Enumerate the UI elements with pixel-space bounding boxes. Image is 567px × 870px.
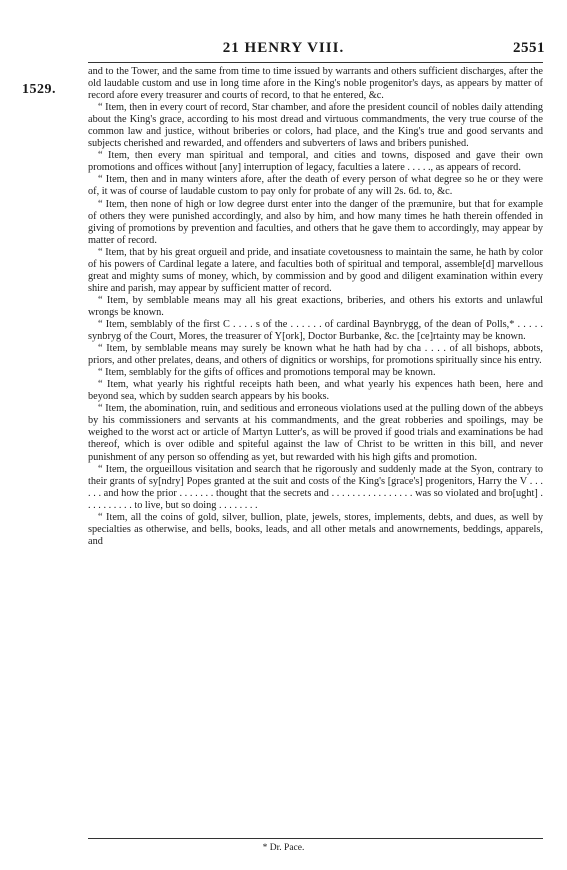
- paragraph: and to the Tower, and the same from time to time issued by warrants and others sufficient discharges, after the old laudable custom and use in long time afore in the King's noble progenitor's days, as appears by matter of record afore every treasurer and courts of record, to that he entered, &c.: [88, 66, 543, 102]
- running-title: 21 HENRY VIII.: [222, 40, 345, 56]
- page-number: 2551: [513, 40, 545, 56]
- paragraph: “ Item, by semblable means may all his great exactions, briberies, and others his extorts and unlawful wrongs be known.: [88, 294, 543, 318]
- paragraph: “ Item, semblably for the gifts of offices and promotions temporal may be known.: [98, 367, 436, 379]
- paragraph: “ Item, all the coins of gold, silver, bullion, plate, jewels, stores, implements, debts, and dues, as well by specialties as otherwise, and bells, books, leads, and all other metals and anowrnements, beddings, apparels, and: [88, 511, 543, 547]
- paragraph: “ Item, then none of high or low degree durst enter into the danger of the præmunire, but that for example of others they were punished accordingly, and also by him, and how many times he hath therein offended in giving of promotions by prevention and faculties, and others that he gave them to accordingly, may appear by matter of record.: [88, 198, 543, 246]
- paragraph: “ Item, that by his great orgueil and pride, and insatiate covetousness to maintain the same, he hath by color of his powers of Cardinal legate a latere, and faculties both of spiritual and temporal, assemble[d] marvellous great and mighty sums of money, which, by commission and by good and diligent examination within every shire and parish, may appear by sufficient matter of record.: [88, 246, 543, 294]
- paragraph: “ Item, semblably of the first C . . . . s of the . . . . . . of cardinal Baynbrygg, of the dean of Polls,* . . . . . synbryg of the Court, Mores, the treasurer of Y[ork], Doctor Burbanke, &c. the [ce]rtainty may be known.: [88, 318, 543, 343]
- year-marginal: 1529.: [22, 82, 56, 97]
- main-text: [88, 66, 543, 548]
- paragraph: “ Item, then and in many winters afore, after the death of every person of what degree so he or they were of, it was of course of laudable custom to pay only for probate of any will 2s. 6d. to, &c.: [88, 174, 543, 198]
- paragraph: “ Item, then every man spiritual and temporal, and cities and towns, disposed and gave their own promotions and offices without [any] interruption of legacy, faculties a latere . . . . ., as appears of record.: [88, 150, 543, 174]
- footnote: * Dr. Pace.: [262, 843, 305, 853]
- paragraph: “ Item, by semblable means may surely be known what he hath had by cha . . . . of all bishops, abbots, priors, and other prelates, deans, and others of dignitics or worships, for promotions spiritually since his entry.: [88, 343, 543, 367]
- footnote-rule: [88, 838, 543, 839]
- paragraph: “ Item, the orgueillous visitation and search that he rigorously and suddenly made at the Syon, contrary to their grants of sy[ndry] Popes granted at the suit and costs of the King's [grace's] progenitors, Harry the V . . . . . . and how the prior . . . . . . . thought that the secrets and . . . . . . . . . . . . . . . . was so violated and bro[ught] . . . . . . . . . . to live, but so doing . . . . . . . .: [88, 463, 543, 511]
- paragraph: “ Item, the abomination, ruin, and seditious and erroneous violations used at the pulling down of the abbeys by his commissioners and servants at his commandments, and the great robberies and spoilings, may be weighed to the worst act or article of Martyn Lutter's, as will be proved if good trials and examinations be had thereof, which is over odible and spiteful against the law of Christ to be written in this bill, and never punishment of any person so offending as yet, but rewarded with his high gifts and promotion.: [88, 403, 543, 463]
- paragraph: “ Item, what yearly his rightful receipts hath been, and what yearly his expences hath been, here and beyond sea, which by sudden search appears by his books.: [88, 379, 543, 403]
- paragraph: “ Item, then in every court of record, Star chamber, and afore the president council of nobles daily attending about the King's grace, according to his most dread and virtuous commandments, the very true course of the common law and justice, without briberies or colors, had place, and the King's true and good servants and subjects cherished and rewarded, and offenders and subverters of laws and bribers punished.: [88, 102, 543, 150]
- header-rule: [88, 62, 543, 63]
- header-row: [0, 40, 567, 60]
